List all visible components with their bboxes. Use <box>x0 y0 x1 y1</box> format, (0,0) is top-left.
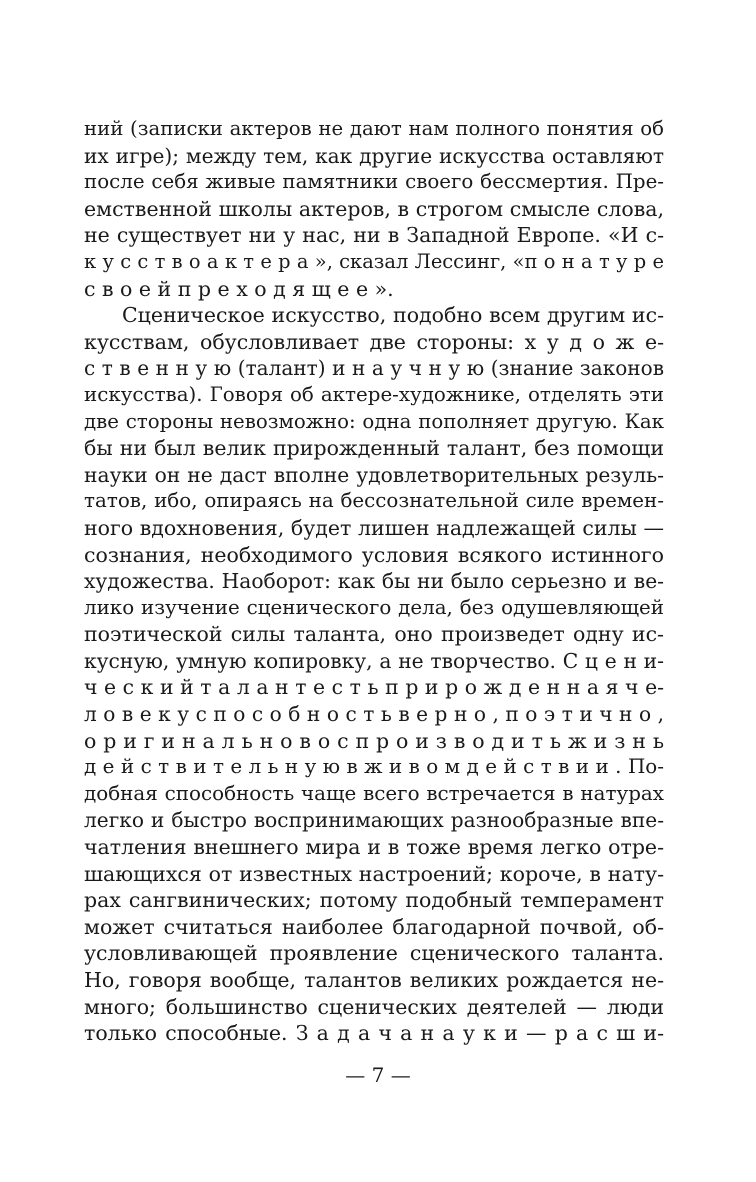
text-line: кусствам, обусловливает две стороны: х у д о ж е- <box>84 329 664 354</box>
text-line: шающихся от известных настроений; короче, в нату- <box>84 861 664 886</box>
text-line: кусную, умную копировку, а не творчество. С ц е н и- <box>84 648 664 673</box>
text-line: к у с с т в о а к т е р а », сказал Лессинг, «п о н а т у р е <box>84 249 664 273</box>
text-line: художества. Наоборот: как бы ни было серьезно и ве- <box>84 569 664 594</box>
text-line: после себя живые памятники своего бессмертия. Пре- <box>84 170 664 194</box>
text-line: много; большинство сценических деятелей — люди <box>84 994 664 1019</box>
text-line: татов, ибо, опираясь на бессознательной силе времен- <box>84 489 664 513</box>
text-line: ного вдохновения, будет лишен надлежащей силы — <box>84 515 664 540</box>
text-line: с т в е н н у ю (талант) и н а у ч н у ю (знание законов <box>84 356 664 381</box>
text-line: две стороны невозможно: одна пополняет другую. Как <box>84 409 664 433</box>
text-line: о р и г и н а л ь н о в о с п р о и з в о д и т ь ж и з н ь <box>84 728 664 753</box>
text-line: чатления внешнего мира и в тоже время легко отре- <box>84 835 664 860</box>
text-line: добная способность чаще всего встречается в натурах <box>84 781 664 805</box>
text-line: легко и быстро воспринимающих разнообразные впе- <box>84 808 664 833</box>
page-number: — 7 — <box>345 1063 411 1087</box>
page-text-body <box>84 116 664 1047</box>
text-line: Но, говоря вообще, талантов великих рождается не- <box>84 968 664 992</box>
text-line: сознания, необходимого условия всякого истинного <box>84 542 664 567</box>
text-line: рах сангвинических; потому подобный темперамент <box>84 888 664 913</box>
text-line: только способные. З а д а ч а н а у к и — р а с ш и- <box>84 1021 664 1046</box>
text-line: науки он не даст вполне удовлетворительных резуль- <box>84 462 664 487</box>
text-line: их игре); между тем, как другие искусства оставляют <box>84 143 664 168</box>
text-line: не существует ни у нас, ни в Западной Европе. «И с- <box>84 223 664 248</box>
text-line: бы ни был велик прирожденный талант, без помощи <box>84 436 664 461</box>
text-line: ний (записки актеров не дают нам полного понятия об <box>84 117 664 140</box>
text-line: с в о е й п р е х о д я щ е е ». <box>84 276 394 301</box>
text-line: л о в е к у с п о с о б н о с т ь в е р н о , п о э т и ч н о , <box>84 702 664 727</box>
text-line: д е й с т в и т е л ь н у ю в ж и в о м д е й с т в и и . По- <box>84 755 664 779</box>
text-line: ч е с к и й т а л а н т е с т ь п р и р о ж д е н н а я ч е- <box>84 675 664 700</box>
text-line: лико изучение сценического дела, без одушевляющей <box>84 595 664 619</box>
text-line: поэтической силы таланта, оно произведет одну ис- <box>84 622 664 647</box>
text-line: условливающей проявление сценического таланта. <box>84 941 664 966</box>
text-line: искусства). Говоря об актере-художнике, отделять эти <box>84 382 664 406</box>
text-line: емственной школы актеров, в строгом смысле слова, <box>84 196 664 221</box>
text-line: может считаться наиболее благодарной почвой, об- <box>84 914 664 939</box>
text-line: Сценическое искусство, подобно всем другим ис- <box>122 303 664 328</box>
